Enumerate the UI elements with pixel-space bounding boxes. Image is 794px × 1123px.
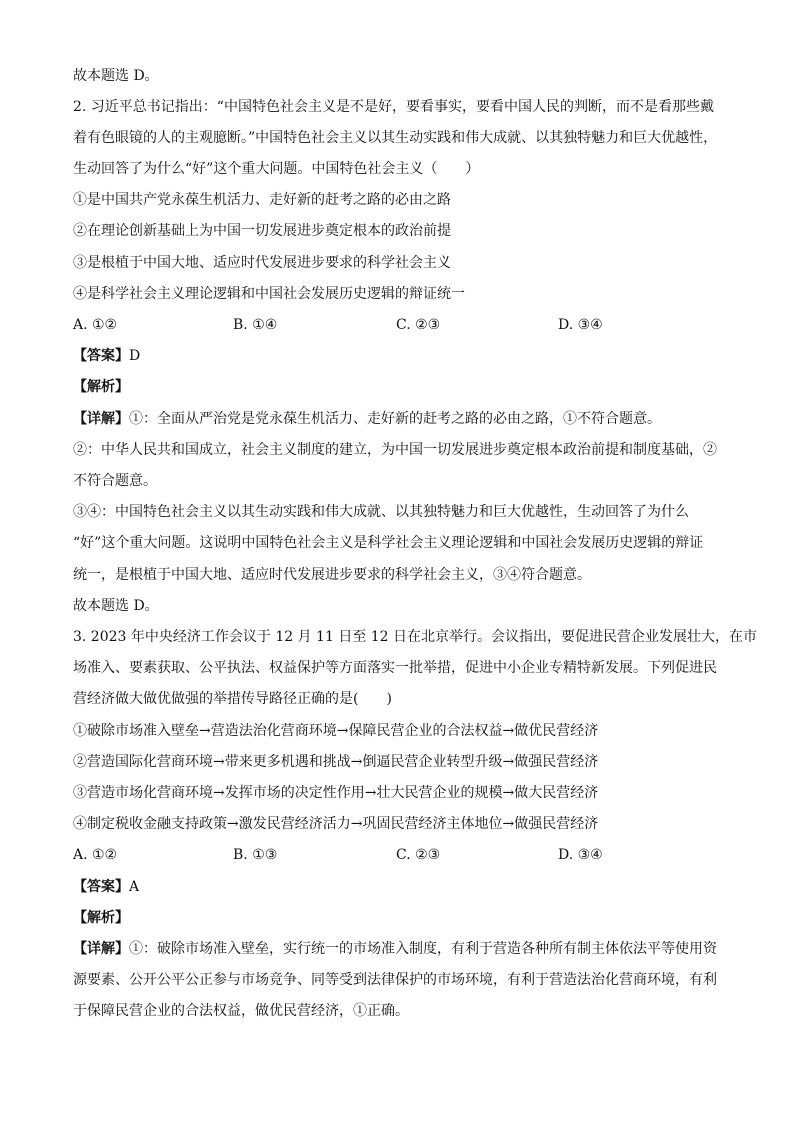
q3-detail-1b: 源要素、公开公平公正参与市场竞争、同等受到法律保护的市场环境，有利于营造法治化营商环境，有利 xyxy=(73,972,717,988)
prev-conclusion: 故本题选 D。 xyxy=(73,68,159,84)
q3-options xyxy=(73,845,723,865)
q3-stem-line-2: 场准入、要素获取、公平执法、权益保护等方面落实一批举措，促进中小企业专精特新发展。下列促进民 xyxy=(73,660,717,676)
q2-stem-line-2: 着有色眼镜的人的主观臆断。”中国特色社会主义以其生动实践和伟大成就、以其独特魅力和巨大优越性， xyxy=(73,130,718,146)
q3-item-1: ①破除市场准入壁垒→营造法治化营商环境→保障民营企业的合法权益→做优民营经济 xyxy=(73,723,599,739)
q3-stem-line-1: 3. 2023 年中央经济工作会议于 12 月 11 日至 12 日在北京举行。会议指出，要促进民营企业发展壮大，在市 xyxy=(73,629,758,645)
q3-analysis-label: 【解析】 xyxy=(73,910,129,926)
q3-item-4: ④制定税收金融支持政策→激发民营经济活力→巩固民营经济主体地位→做强民营经济 xyxy=(73,816,599,832)
q2-options xyxy=(73,315,723,335)
q2-detail-1-text: ①：全面从严治党是党永葆生机活力、走好新的赶考之路的必由之路，①不符合题意。 xyxy=(129,411,661,427)
q3-detail-1a-text: ①：破除市场准入壁垒，实行统一的市场准入制度，有利于营造各种所有制主体依法平等使用资 xyxy=(129,941,717,957)
q3-option-a: A. ①② xyxy=(73,847,118,863)
q2-item-2: ②在理论创新基础上为中国一切发展进步奠定根本的政治前提 xyxy=(73,223,451,239)
q3-option-c: C. ②③ xyxy=(396,847,441,863)
q2-item-1: ①是中国共产党永葆生机活力、走好新的赶考之路的必由之路 xyxy=(73,192,451,208)
q3-answer-value: A xyxy=(129,879,140,895)
q2-answer-value: D xyxy=(129,348,141,364)
q2-detail-2a: ②：中华人民共和国成立，社会主义制度的建立，为中国一切发展进步奠定根本政治前提和制度基础，② xyxy=(73,442,717,458)
q2-answer xyxy=(73,346,723,366)
q3-option-b: B. ①③ xyxy=(233,847,278,863)
q3-detail-1c: 于保障民营企业的合法权益，做优民营经济，①正确。 xyxy=(73,1003,409,1019)
q3-stem-line-3: 营经济做大做优做强的举措传导路径正确的是( ) xyxy=(73,691,392,707)
q3-answer-label: 【答案】 xyxy=(73,879,129,895)
q2-option-c: C. ②③ xyxy=(396,317,441,333)
q2-answer-label: 【答案】 xyxy=(73,348,129,364)
q2-analysis-label: 【解析】 xyxy=(73,379,129,395)
q2-detail-3a: ③④：中国特色社会主义以其生动实践和伟大成就、以其独特魅力和巨大优越性，生动回答了为什么 xyxy=(73,504,689,520)
q2-item-3: ③是根植于中国大地、适应时代发展进步要求的科学社会主义 xyxy=(73,255,451,271)
q3-item-2: ②营造国际化营商环境→带来更多机遇和挑战→倒逼民营企业转型升级→做强民营经济 xyxy=(73,754,599,770)
q2-item-4: ④是科学社会主义理论逻辑和中国社会发展历史逻辑的辩证统一 xyxy=(73,286,465,302)
q2-detail-1 xyxy=(73,409,723,429)
q2-stem-line-1: 2. 习近平总书记指出：“中国特色社会主义是不是好，要看事实，要看中国人民的判断，而不是看那些戴 xyxy=(73,99,714,115)
q2-detail-3b: “好”这个重大问题。这说明中国特色社会主义是科学社会主义理论逻辑和中国社会发展历史逻辑的辩证 xyxy=(73,535,704,551)
q2-option-d: D. ③④ xyxy=(558,317,603,333)
q2-detail-label: 【详解】 xyxy=(73,411,129,427)
q2-detail-2b: 不符合题意。 xyxy=(73,473,157,489)
q2-option-a: A. ①② xyxy=(73,317,118,333)
q2-stem-line-3: 生动回答了为什么“好”这个重大问题。中国特色社会主义（ ） xyxy=(73,161,480,177)
q2-option-b: B. ①④ xyxy=(233,317,278,333)
q3-detail-1a xyxy=(73,939,723,959)
q3-detail-label: 【详解】 xyxy=(73,941,129,957)
q3-item-3: ③营造市场化营商环境→发挥市场的决定性作用→壮大民营企业的规模→做大民营经济 xyxy=(73,785,599,801)
q2-detail-3c: 统一，是根植于中国大地、适应时代发展进步要求的科学社会主义，③④符合题意。 xyxy=(73,567,591,583)
q2-conclusion: 故本题选 D。 xyxy=(73,598,159,614)
q3-option-d: D. ③④ xyxy=(558,847,603,863)
q3-answer xyxy=(73,877,723,897)
